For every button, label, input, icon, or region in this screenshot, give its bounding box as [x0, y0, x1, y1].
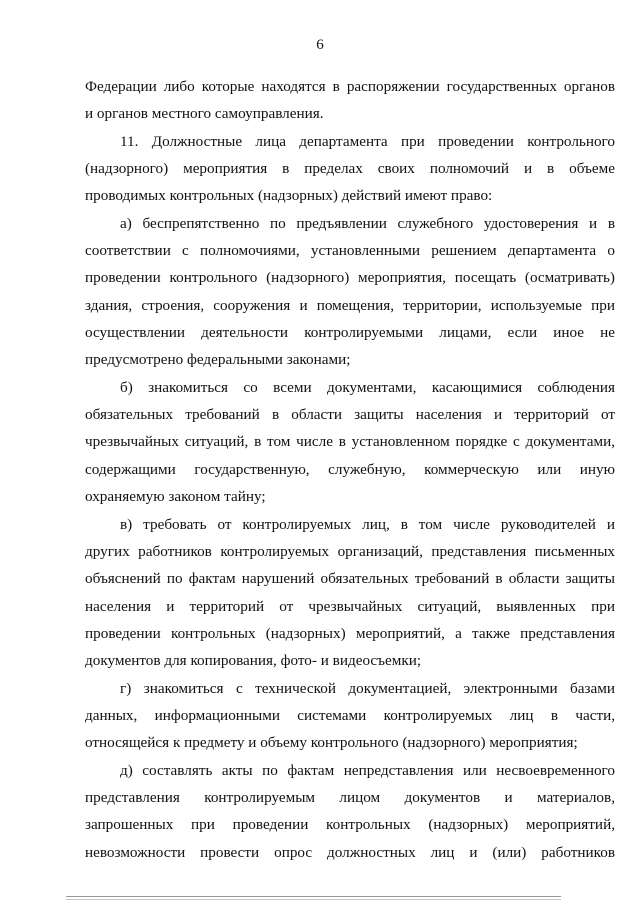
text-line: относящейся к предмету и объему контрольного (надзорного) мероприятия; — [85, 734, 578, 752]
text-line: г) знакомиться с технической документацией, электронными базами — [120, 679, 615, 697]
text-line: представления контролируемым лицом документов и материалов, — [85, 788, 615, 806]
text-line: соответствии с полномочиями, установленными решением департамента о — [85, 242, 615, 260]
text-line: здания, строения, сооружения и помещения, территории, используемые при — [85, 296, 615, 314]
text-line: других работников контролируемых организаций, представления письменных — [85, 542, 615, 560]
text-line: осуществлении деятельности контролируемыми лицами, если иное не — [85, 324, 615, 342]
text-line: проведении контрольного (надзорного) мероприятия, посещать (осматривать) — [85, 269, 615, 287]
text-line: Федерации либо которые находятся в распоряжении государственных органов — [85, 78, 615, 95]
scan-edge-line — [66, 899, 561, 900]
text-line: запрошенных при проведении контрольных (надзорных) мероприятий, — [85, 816, 615, 834]
text-line: невозможности провести опрос должностных лиц и (или) работников — [85, 843, 615, 861]
scan-edge-line — [66, 896, 561, 897]
text-line: документов для копирования, фото- и видеосъемки; — [85, 652, 422, 670]
text-line: чрезвычайных ситуаций, в том числе в установленном порядке с документами, — [85, 433, 615, 451]
text-line: предусмотрено федеральными законами; — [85, 351, 351, 369]
text-line: проведении контрольных (надзорных) мероприятий, а также представления — [85, 624, 615, 642]
text-line: населения и территорий от чрезвычайных ситуаций, выявленных при — [85, 597, 615, 615]
text-line: содержащими государственную, служебную, коммерческую или иную — [85, 460, 615, 478]
document-body — [85, 73, 615, 866]
text-line: и органов местного самоуправления. — [85, 105, 324, 123]
text-line: данных, информационными системами контролируемых лиц в части, — [85, 706, 615, 724]
text-line: в) требовать от контролируемых лиц, в том числе руководителей и — [120, 515, 615, 533]
text-line: д) составлять акты по фактам непредставления или несвоевременного — [120, 761, 615, 779]
text-line: охраняемую законом тайну; — [85, 488, 266, 506]
text-line: обязательных требований в области защиты населения и территорий от — [85, 406, 615, 424]
text-line: а) беспрепятственно по предъявлении служебного удостоверения и в — [120, 214, 615, 232]
text-line: б) знакомиться со всеми документами, касающимися соблюдения — [120, 378, 615, 396]
text-line: 11. Должностные лица департамента при проведении контрольного — [120, 132, 615, 150]
text-line: (надзорного) мероприятия в пределах своих полномочий и в объеме — [85, 160, 615, 178]
text-line: проводимых контрольных (надзорных) действий имеют право: — [85, 187, 493, 205]
page-number: 6 — [316, 37, 324, 53]
text-line: объяснений по фактам нарушений обязательных требований в области защиты — [85, 570, 615, 588]
